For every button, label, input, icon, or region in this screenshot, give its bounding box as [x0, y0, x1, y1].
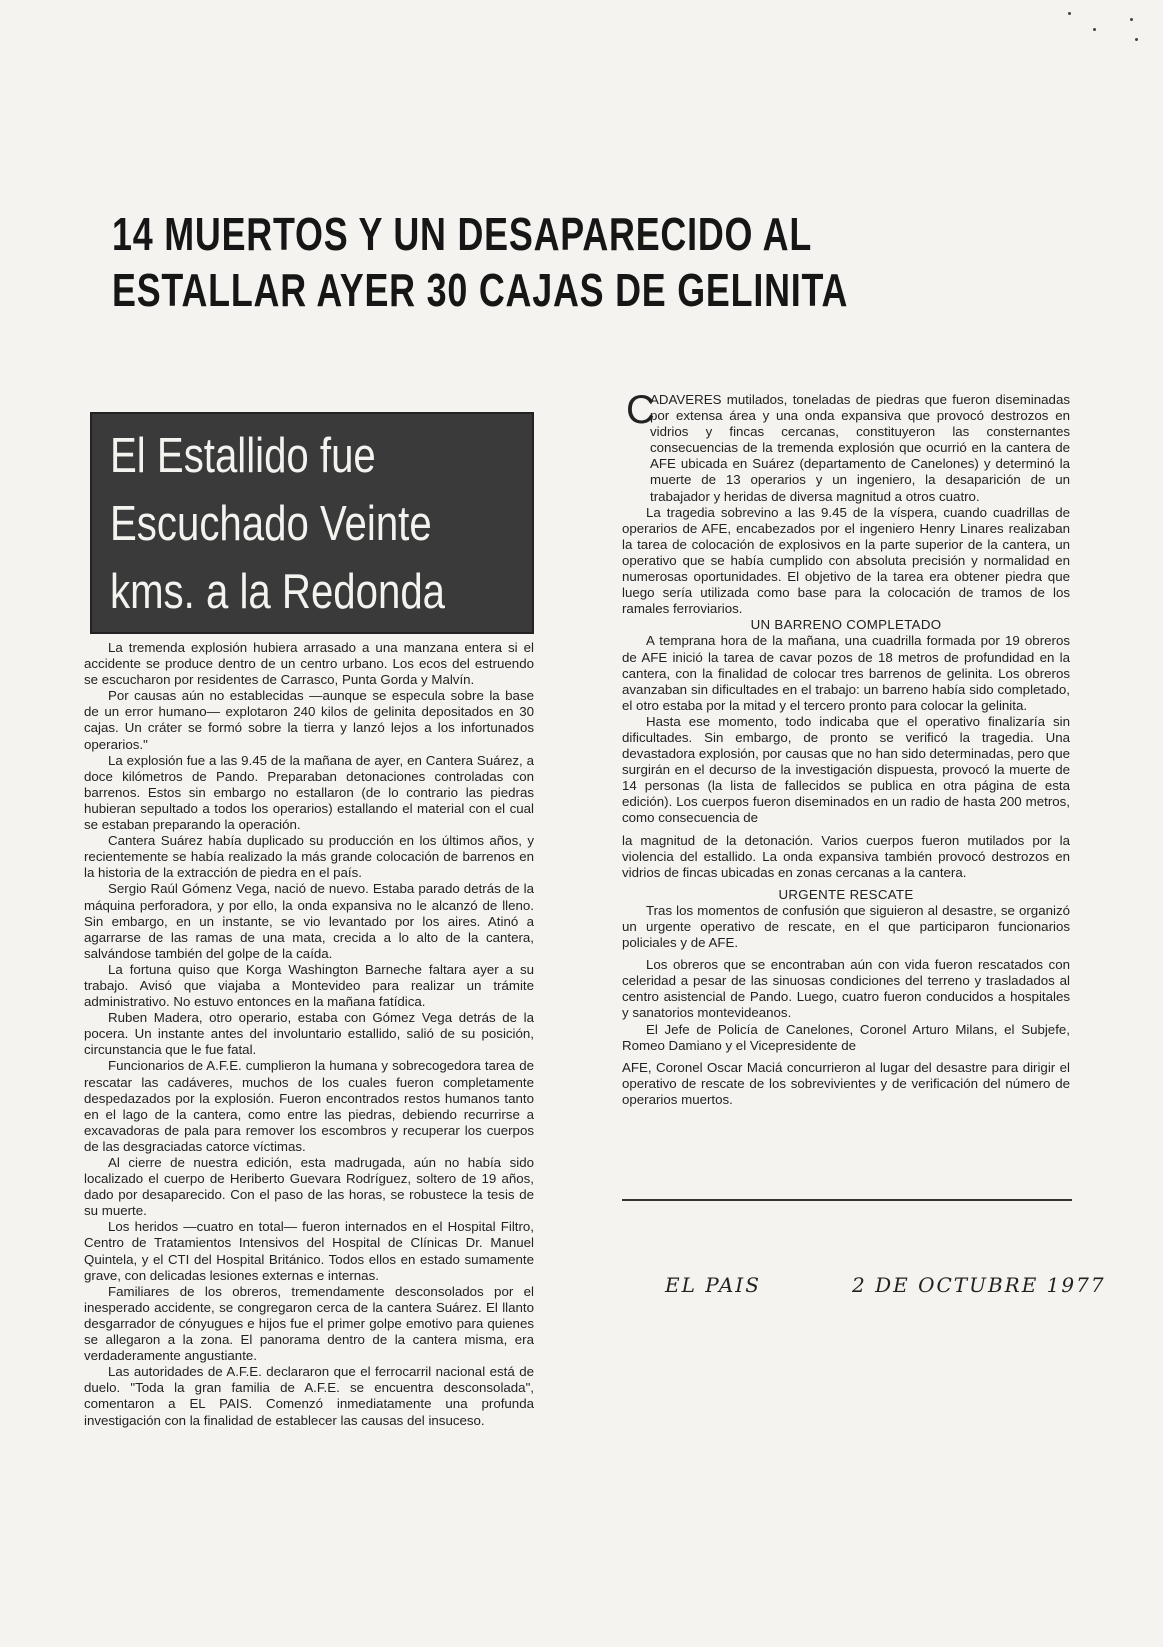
paragraph: La fortuna quiso que Korga Washington Barneche faltara ayer a su trabajo. Avisó que viajaba a Montevideo para realizar un trámite administrativo. No estuvo entonces en la mañana fatídica.: [84, 961, 534, 1010]
paragraph: Familiares de los obreros, tremendamente desconsolados por el inesperado accidente, se congregaron cerca de la cantera Suárez. El llanto desgarrador de cónyugues e hijos fue el primer golpe emotivo para quienes se allegaron a la zona. El panorama dentro de la cantera misma, era verdaderamente angustiante.: [84, 1283, 534, 1364]
drop-cap: C: [626, 388, 655, 432]
subheading: UN BARRENO COMPLETADO: [750, 617, 942, 633]
paragraph: Tras los momentos de confusión que siguieron al desastre, se organizó un urgente operativo de rescate, en el que participaron funcionarios policiales y de AFE.: [622, 902, 1070, 951]
scan-speck: [1130, 18, 1133, 21]
paragraph: Cantera Suárez había duplicado su producción en los últimos años, y recientemente se había realizado la más grande colocación de barrenos en la historia de la extracción de piedra en el país.: [84, 833, 534, 881]
paragraph: Los obreros que se encontraban aún con vida fueron rescatados con celeridad a pesar de las sinuosas condiciones del terreno y trasladados al centro asistencial de Pando. Luego, cuatro fueron conducidos a hospitales y sanatorios montevideanos.: [622, 957, 1070, 1021]
boxed-headline-line-3: kms. a la Redonda: [110, 565, 446, 619]
scan-speck: [1135, 38, 1138, 41]
scan-speck: [1093, 28, 1096, 31]
paragraph: Hasta ese momento, todo indicaba que el operativo finalizaría sin dificultades. Sin embargo, de pronto se verificó la tragedia. Una devastadora explosión, por causas que no han sido determinadas, pero que surgirán en el decurso de la investigación dispuesta, provocó la muerte de 14 personas (la lista de fallecidos se publica en otra página de esta edición). Los cuerpos fueron diseminados en un radio de hasta 200 metros, como consecuencia de: [622, 713, 1070, 826]
paragraph: A temprana hora de la mañana, una cuadrilla formada por 19 obreros de AFE inició la tarea de cavar pozos de 18 metros de profundidad en la cantera, con la finalidad de colocar tres barrenos de gelinita. Los obreros avanzaban sin dificultades en el trabajo: un barreno había sido completado, el otro estaba por la mitad y el tercero pronto para colocar la gelinita.: [622, 633, 1070, 713]
paragraph: El Jefe de Policía de Canelones, Coronel Arturo Milans, el Subjefe, Romeo Damiano y el Vicepresidente de: [622, 1021, 1070, 1053]
paragraph: La tremenda explosión hubiera arrasado a una manzana entera si el accidente se produce dentro de un centro urbano. Los ecos del estruendo se escucharon por residentes de Carrasco, Punta Gorda y Malvín.: [84, 640, 534, 688]
paragraph: Por causas aún no establecidas —aunque se especula sobre la base de un error humano— explotaron 240 kilos de gelinita depositados en 30 cajas. Un cráter se formó sobre la tierra y lanzó lejos a los infortunados operarios.": [84, 688, 534, 752]
scan-speck: [1068, 12, 1071, 15]
subheading: URGENTE RESCATE: [778, 886, 914, 902]
paragraph: Funcionarios de A.F.E. cumplieron la humana y sobrecogedora tarea de rescatar las cadáveres, muchos de los cuales fueron completamente despedazados por la explosión. Fueron encontrados restos humanos tanto en el lago de la cantera, como entre las piedras, debiendo recurrirse a excavadoras de pala para remover los escombros y recuperar los cuerpos de las desgraciadas catorce víctimas.: [84, 1058, 534, 1154]
left-article-column: [84, 640, 534, 1640]
paragraph: Ruben Madera, otro operario, estaba con Gómez Vega detrás de la pocera. Un instante antes del involuntario estallido, salió de su posición, circunstancia que le fue fatal.: [84, 1010, 534, 1058]
boxed-headline-line-2: Escuchado Veinte: [110, 497, 432, 551]
handwritten-date: 2 DE OCTUBRE 1977: [852, 1273, 1106, 1297]
intro-paragraph: ADAVERES mutilados, toneladas de piedras que fueron diseminadas por extensa área y una onda expansiva que provocó destrozos en vidrios y fincas cercanas, constituyeron las consternantes consecuencias de la tremenda explosión que ocurrió en la cantera de AFE ubicada en Suárez (departamento de Canelones) y determinó la muerte de 13 operarios y un ingeniero, la desaparición de un trabajador y heridas de diversa magnitud a otros cuatro.: [650, 392, 1070, 504]
paragraph: AFE, Coronel Oscar Maciá concurrieron al lugar del desastre para dirigir el operativo de rescate de los sobrevivientes y de verificación del número de operarios muertos.: [622, 1059, 1070, 1107]
main-headline: [112, 206, 849, 318]
boxed-headline-line-1: El Estallido fue: [110, 429, 376, 483]
headline-line-2: ESTALLAR AYER 30 CAJAS DE GELINITA: [112, 264, 849, 316]
paragraph: La explosión fue a las 9.45 de la mañana de ayer, en Cantera Suárez, a doce kilómetros de Pando. Preparaban detonaciones controladas con barrenos. Estos sin embargo no estallaron (de lo contrario las piedras hubieran sepultado a todos los operarios) estallando el material con el cual se estaban preparando la operación.: [84, 752, 534, 833]
column-end-rule: [622, 1199, 1072, 1201]
paragraph: La tragedia sobrevino a las 9.45 de la víspera, cuando cuadrillas de operarios de AFE, encabezados por el ingeniero Henry Linares realizaban la tarea de colocación de explosivos en la parte superior de la cantera, un operativo que se había cumplido con absoluta precisión y normalidad en numerosas oportunidades. El objetivo de la tarea era obtener piedra que luego sería utilizada como base para la colocación de tramos de los ramales ferroviarios.: [622, 504, 1070, 617]
headline-line-1: 14 MUERTOS Y UN DESAPARECIDO AL: [112, 208, 813, 260]
paragraph: Las autoridades de A.F.E. declararon que el ferrocarril nacional está de duelo. "Toda la gran familia de A.F.E. se encuentra desconsolada", comentaron a EL PAIS. Comenzó inmediatamente una profunda investigación con la finalidad de establecer las causas del insuceso.: [84, 1364, 534, 1428]
paragraph: Sergio Raúl Gómenz Vega, nació de nuevo. Estaba parado detrás de la máquina perforadora, y por ello, la onda expansiva no le alcanzó de lleno. Sin embargo, en un instante, se vio levantado por los aires. Atinó a agarrarse de las ramas de una mata, crecida a lo alto de la cantera, salvándose también del golpe de la caída.: [84, 881, 534, 961]
boxed-headline: [90, 412, 534, 634]
paragraph: la magnitud de la detonación. Varios cuerpos fueron mutilados por la violencia del estallido. La onda expansiva también provocó destrozos en vidrios de fincas ubicadas en zonas cercanas a la cantera.: [622, 832, 1070, 880]
handwritten-source: EL PAIS: [665, 1273, 761, 1297]
right-article-column: [622, 388, 1070, 1532]
paragraph: Al cierre de nuestra edición, esta madrugada, aún no había sido localizado el cuerpo de Heriberto Guevara Rodríguez, soltero de 19 años, dado por desaparecido. Con el paso de las horas, se robustece la tesis de su muerte.: [84, 1155, 534, 1219]
paragraph: Los heridos —cuatro en total— fueron internados en el Hospital Filtro, Centro de Tratamientos Intensivos del Hospital de Clínicas Dr. Manuel Quintela, y el CTI del Hospital Británico. Todos ellos en estado sumamente grave, con delicadas lesiones externas e internas.: [84, 1219, 534, 1283]
